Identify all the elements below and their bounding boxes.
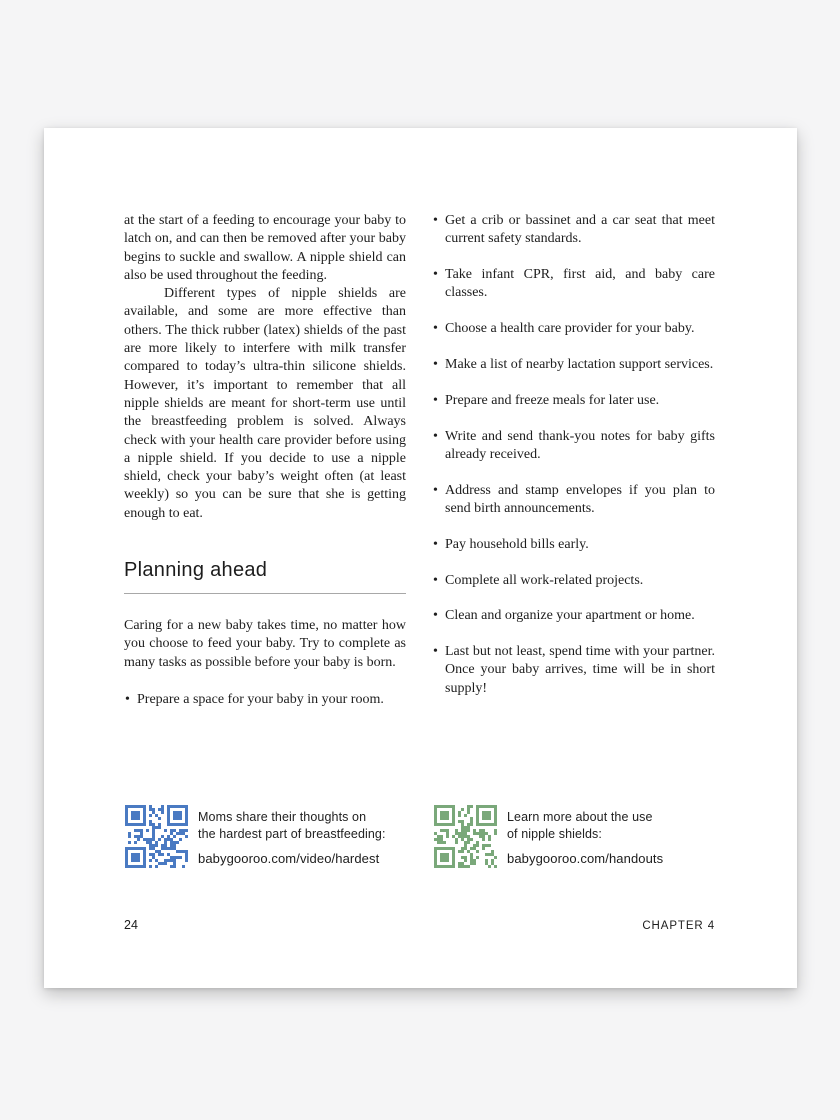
right-bullet-list [432,212,715,698]
section-heading: Planning ahead [124,559,268,582]
paragraph: at the start of a feeding to encourage your baby to latch on, and can then be removed after your baby begins to suckle and swallow. A nipple shield can also be used throughout the feeding. [124,213,406,283]
page-footer [124,918,715,932]
qr-url: babygooroo.com/video/hardest [198,851,380,866]
heading-rule [124,593,406,594]
qr-caption-line: of nipple shields: [507,827,602,841]
list-item: • Clean and organize your apartment or home. [432,607,715,625]
left-column [124,212,406,727]
list-item: • Pay household bills early. [432,536,715,554]
right-column [432,212,715,727]
list-item: • Write and send thank-you notes for baby gifts already received. [432,428,715,465]
book-page [44,128,797,988]
page-content [124,212,715,727]
qr-code-icon [124,804,189,869]
list-item: • Take infant CPR, first aid, and baby care classes. [432,266,715,303]
paragraph: Caring for a new baby takes time, no matter how you choose to feed your baby. Try to complete as many tasks as possible before your baby is born. [124,618,406,670]
paragraph: Different types of nipple shields are available, and some are more effective than others. The thick rubber (latex) shields of the past are more likely to interfere with milk transfer compared to today’s ultra-thin silicone shields. However, it’s important to remember that all nipple shields are meant for short-term use until the breastfeeding problem is solved. Always check with your health care provider before using a nipple shield. If you decide to use a nipple shield, check your baby’s weight often (at least weekly) so you can be sure that she is getting enough to eat. [124,286,406,521]
qr-section-handouts [433,804,715,869]
qr-caption-block [507,804,663,869]
qr-url: babygooroo.com/handouts [507,851,664,866]
list-item: • Choose a health care provider for your baby. [432,320,715,338]
chapter-label: CHAPTER 4 [642,920,715,932]
list-item: • Last but not least, spend time with your partner. Once your baby arrives, time will be in short supply! [432,643,715,698]
list-item: • Get a crib or bassinet and a car seat that meet current safety standards. [432,212,715,249]
left-bullet-list [124,691,406,709]
qr-code-icon [433,804,498,869]
qr-caption-block [198,804,386,869]
qr-row [124,804,715,869]
list-item: • Prepare and freeze meals for later use. [432,392,715,410]
list-item: • Make a list of nearby lactation support services. [432,356,715,374]
qr-section-video [124,804,407,869]
qr-caption-line: Learn more about the use [507,810,653,824]
qr-caption-line: the hardest part of breastfeeding: [198,827,386,841]
list-item: • Prepare a space for your baby in your room. [124,691,406,709]
list-item: • Address and stamp envelopes if you plan to send birth announcements. [432,482,715,519]
qr-caption-line: Moms share their thoughts on [198,810,367,824]
page-number: 24 [124,918,138,932]
list-item: • Complete all work-related projects. [432,572,715,590]
